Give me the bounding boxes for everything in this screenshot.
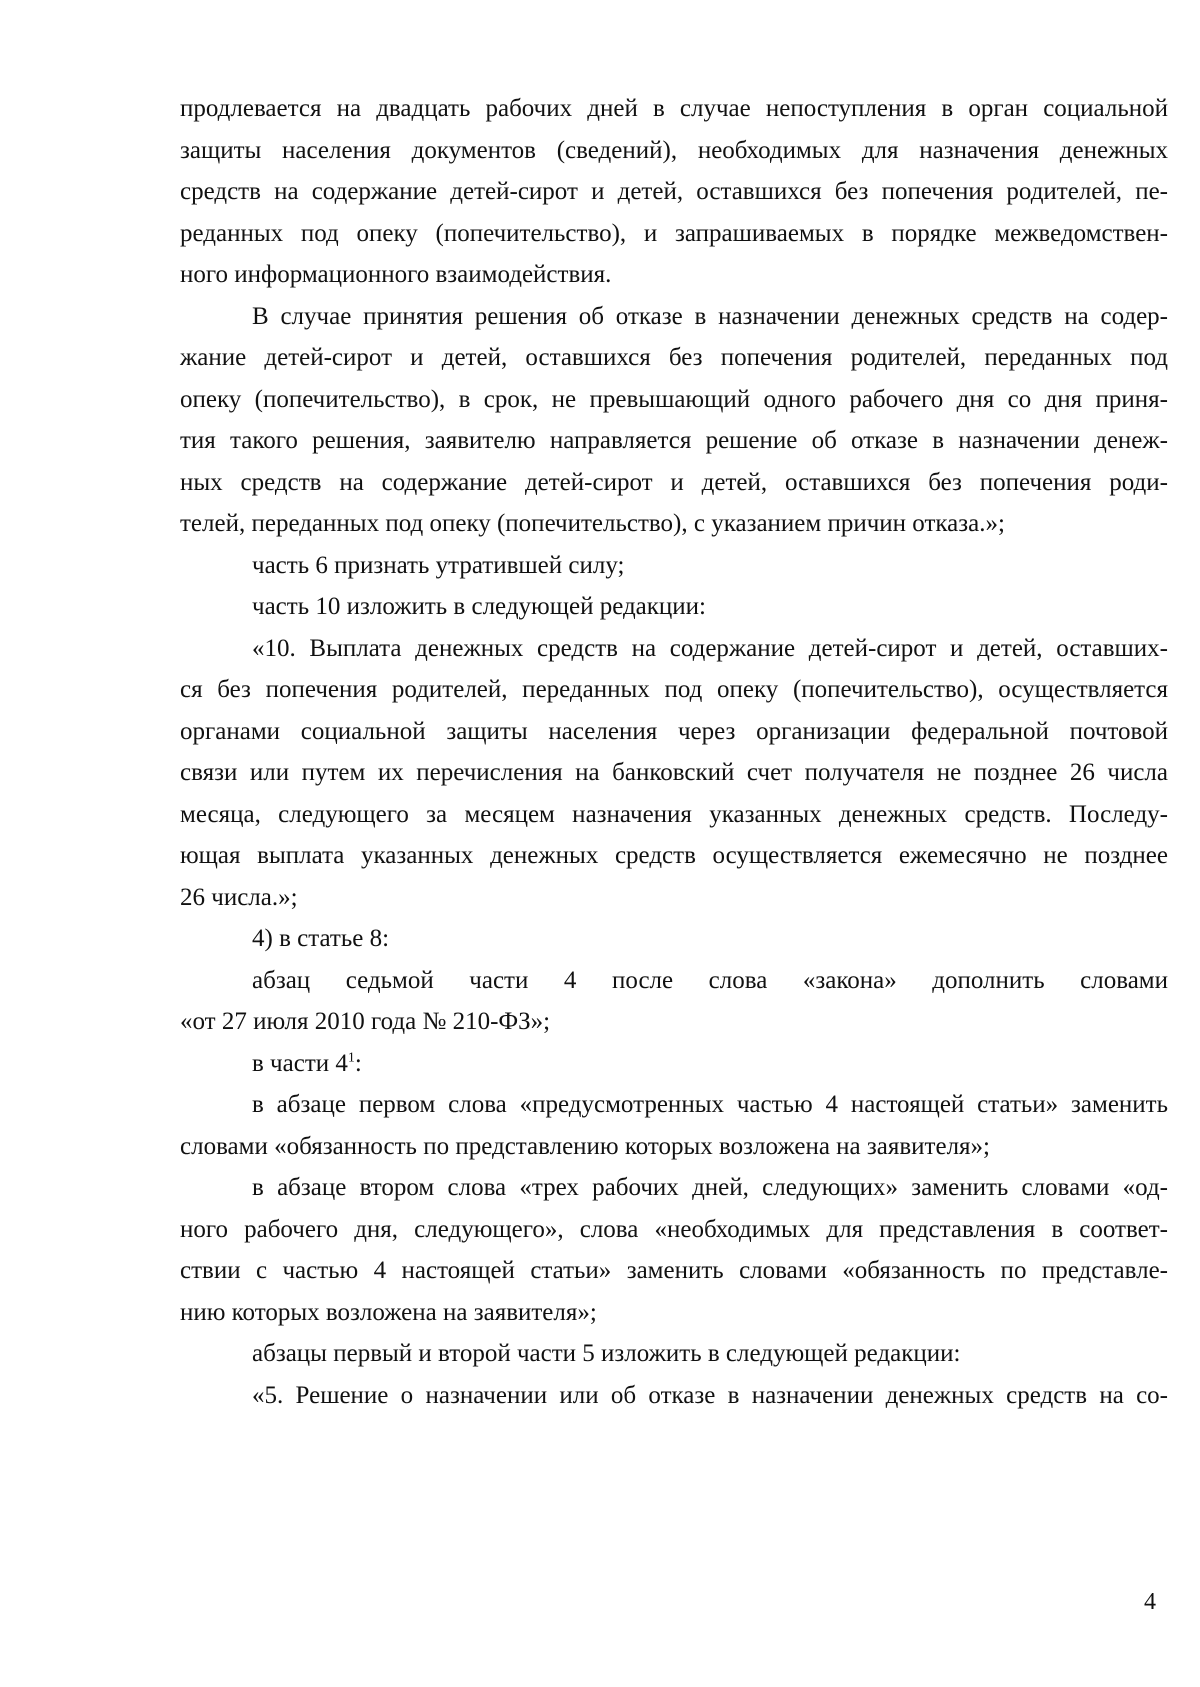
text-line <box>180 545 1168 587</box>
line-text: ющая выплата указанных денежных средств осуществляется ежемесячно не позднее <box>180 842 1168 869</box>
line-text: в абзаце втором слова «трех рабочих дней, следующих» заменить словами «од- <box>252 1174 1168 1201</box>
line-text: связи или путем их перечисления на банковский счет получателя не позднее 26 числа <box>180 759 1168 786</box>
text-line <box>180 1250 1168 1292</box>
line-text: ся без попечения родителей, переданных под опеку (попечительство), осуществляется <box>180 676 1168 703</box>
line-text: органами социальной защиты населения через организации федеральной почтовой <box>180 717 1168 745</box>
line-text: ствии с частью 4 настоящей статьи» заменить словами «обязанность по представле- <box>180 1257 1168 1284</box>
line-text: 26 числа.»; <box>180 883 298 911</box>
text-line <box>180 1043 1168 1085</box>
text-line <box>180 337 1168 379</box>
line-text: ного информационного взаимодействия. <box>180 261 612 288</box>
line-text: тия такого решения, заявителю направляется решение об отказе в назначении денеж- <box>180 427 1168 454</box>
text-line <box>180 462 1168 504</box>
line-text: продлевается на двадцать рабочих дней в случае непоступления в орган социальной <box>180 95 1168 122</box>
line-text: «от 27 июля 2010 года № 210-ФЗ»; <box>180 1008 551 1035</box>
line-text: словами «обязанность по представлению которых возложена на заявителя»; <box>180 1132 990 1160</box>
text-line <box>180 586 1168 628</box>
text-line <box>180 794 1168 836</box>
text-line <box>180 752 1168 794</box>
text-line <box>180 1126 1168 1168</box>
line-text: в части 4 <box>252 1049 348 1077</box>
line-text: защиты населения документов (сведений), необходимых для назначения денежных <box>180 136 1168 164</box>
text-line <box>180 254 1168 296</box>
text-line <box>180 1209 1168 1251</box>
line-text: 4) в статье 8: <box>252 925 390 952</box>
text-line <box>180 130 1168 172</box>
line-text: «10. Выплата денежных средств на содержание детей-сирот и детей, оставших- <box>252 634 1168 662</box>
line-text: ных средств на содержание детей-сирот и детей, оставшихся без попечения роди- <box>180 468 1168 496</box>
line-text: нию которых возложена на заявителя»; <box>180 1298 597 1326</box>
text-line <box>180 628 1168 670</box>
text-line <box>180 503 1168 545</box>
text-line <box>180 213 1168 255</box>
line-text: «5. Решение о назначении или об отказе в назначении денежных средств на со- <box>252 1381 1168 1409</box>
page-number: 4 <box>1144 1589 1156 1615</box>
line-text: абзац седьмой части 4 после слова «закона» дополнить словами <box>252 966 1168 994</box>
text-line <box>180 171 1168 213</box>
line-text: опеку (попечительство), в срок, не превышающий одного рабочего дня со дня приня- <box>180 385 1168 413</box>
line-text: часть 6 признать утратившей силу; <box>252 551 625 579</box>
text-line <box>180 379 1168 421</box>
text-line <box>180 1375 1168 1417</box>
text-line <box>180 1001 1168 1043</box>
line-text: жание детей-сирот и детей, оставшихся без попечения родителей, переданных под <box>180 344 1168 371</box>
line-text: ного рабочего дня, следующего», слова «необходимых для представления в соответ- <box>180 1215 1168 1243</box>
line-text: в абзаце первом слова «предусмотренных частью 4 настоящей статьи» заменить <box>252 1091 1168 1118</box>
text-line <box>180 88 1168 130</box>
text-line <box>180 1292 1168 1334</box>
text-line <box>180 1167 1168 1209</box>
line-text: реданных под опеку (попечительство), и запрашиваемых в порядке межведомствен- <box>180 219 1168 247</box>
line-text: средств на содержание детей-сирот и детей, оставшихся без попечения родителей, пе- <box>180 178 1168 205</box>
line-text-suffix: : <box>354 1049 362 1077</box>
line-text: часть 10 изложить в следующей редакции: <box>252 593 707 620</box>
line-text: абзацы первый и второй части 5 изложить в следующей редакции: <box>252 1340 961 1367</box>
text-line <box>180 296 1168 338</box>
line-text: В случае принятия решения об отказе в назначении денежных средств на содер- <box>252 302 1168 330</box>
text-line <box>180 918 1168 960</box>
line-text: месяца, следующего за месяцем назначения указанных денежных средств. Последу- <box>180 800 1168 828</box>
text-line <box>180 877 1168 919</box>
text-line <box>180 1333 1168 1375</box>
text-line <box>180 1084 1168 1126</box>
document-body <box>180 88 1168 1416</box>
text-line <box>180 835 1168 877</box>
superscript: 1 <box>347 1050 355 1066</box>
text-line <box>180 420 1168 462</box>
line-text: телей, переданных под опеку (попечительство), с указанием причин отказа.»; <box>180 510 1005 537</box>
text-line <box>180 669 1168 711</box>
text-line <box>180 960 1168 1002</box>
text-line <box>180 711 1168 753</box>
